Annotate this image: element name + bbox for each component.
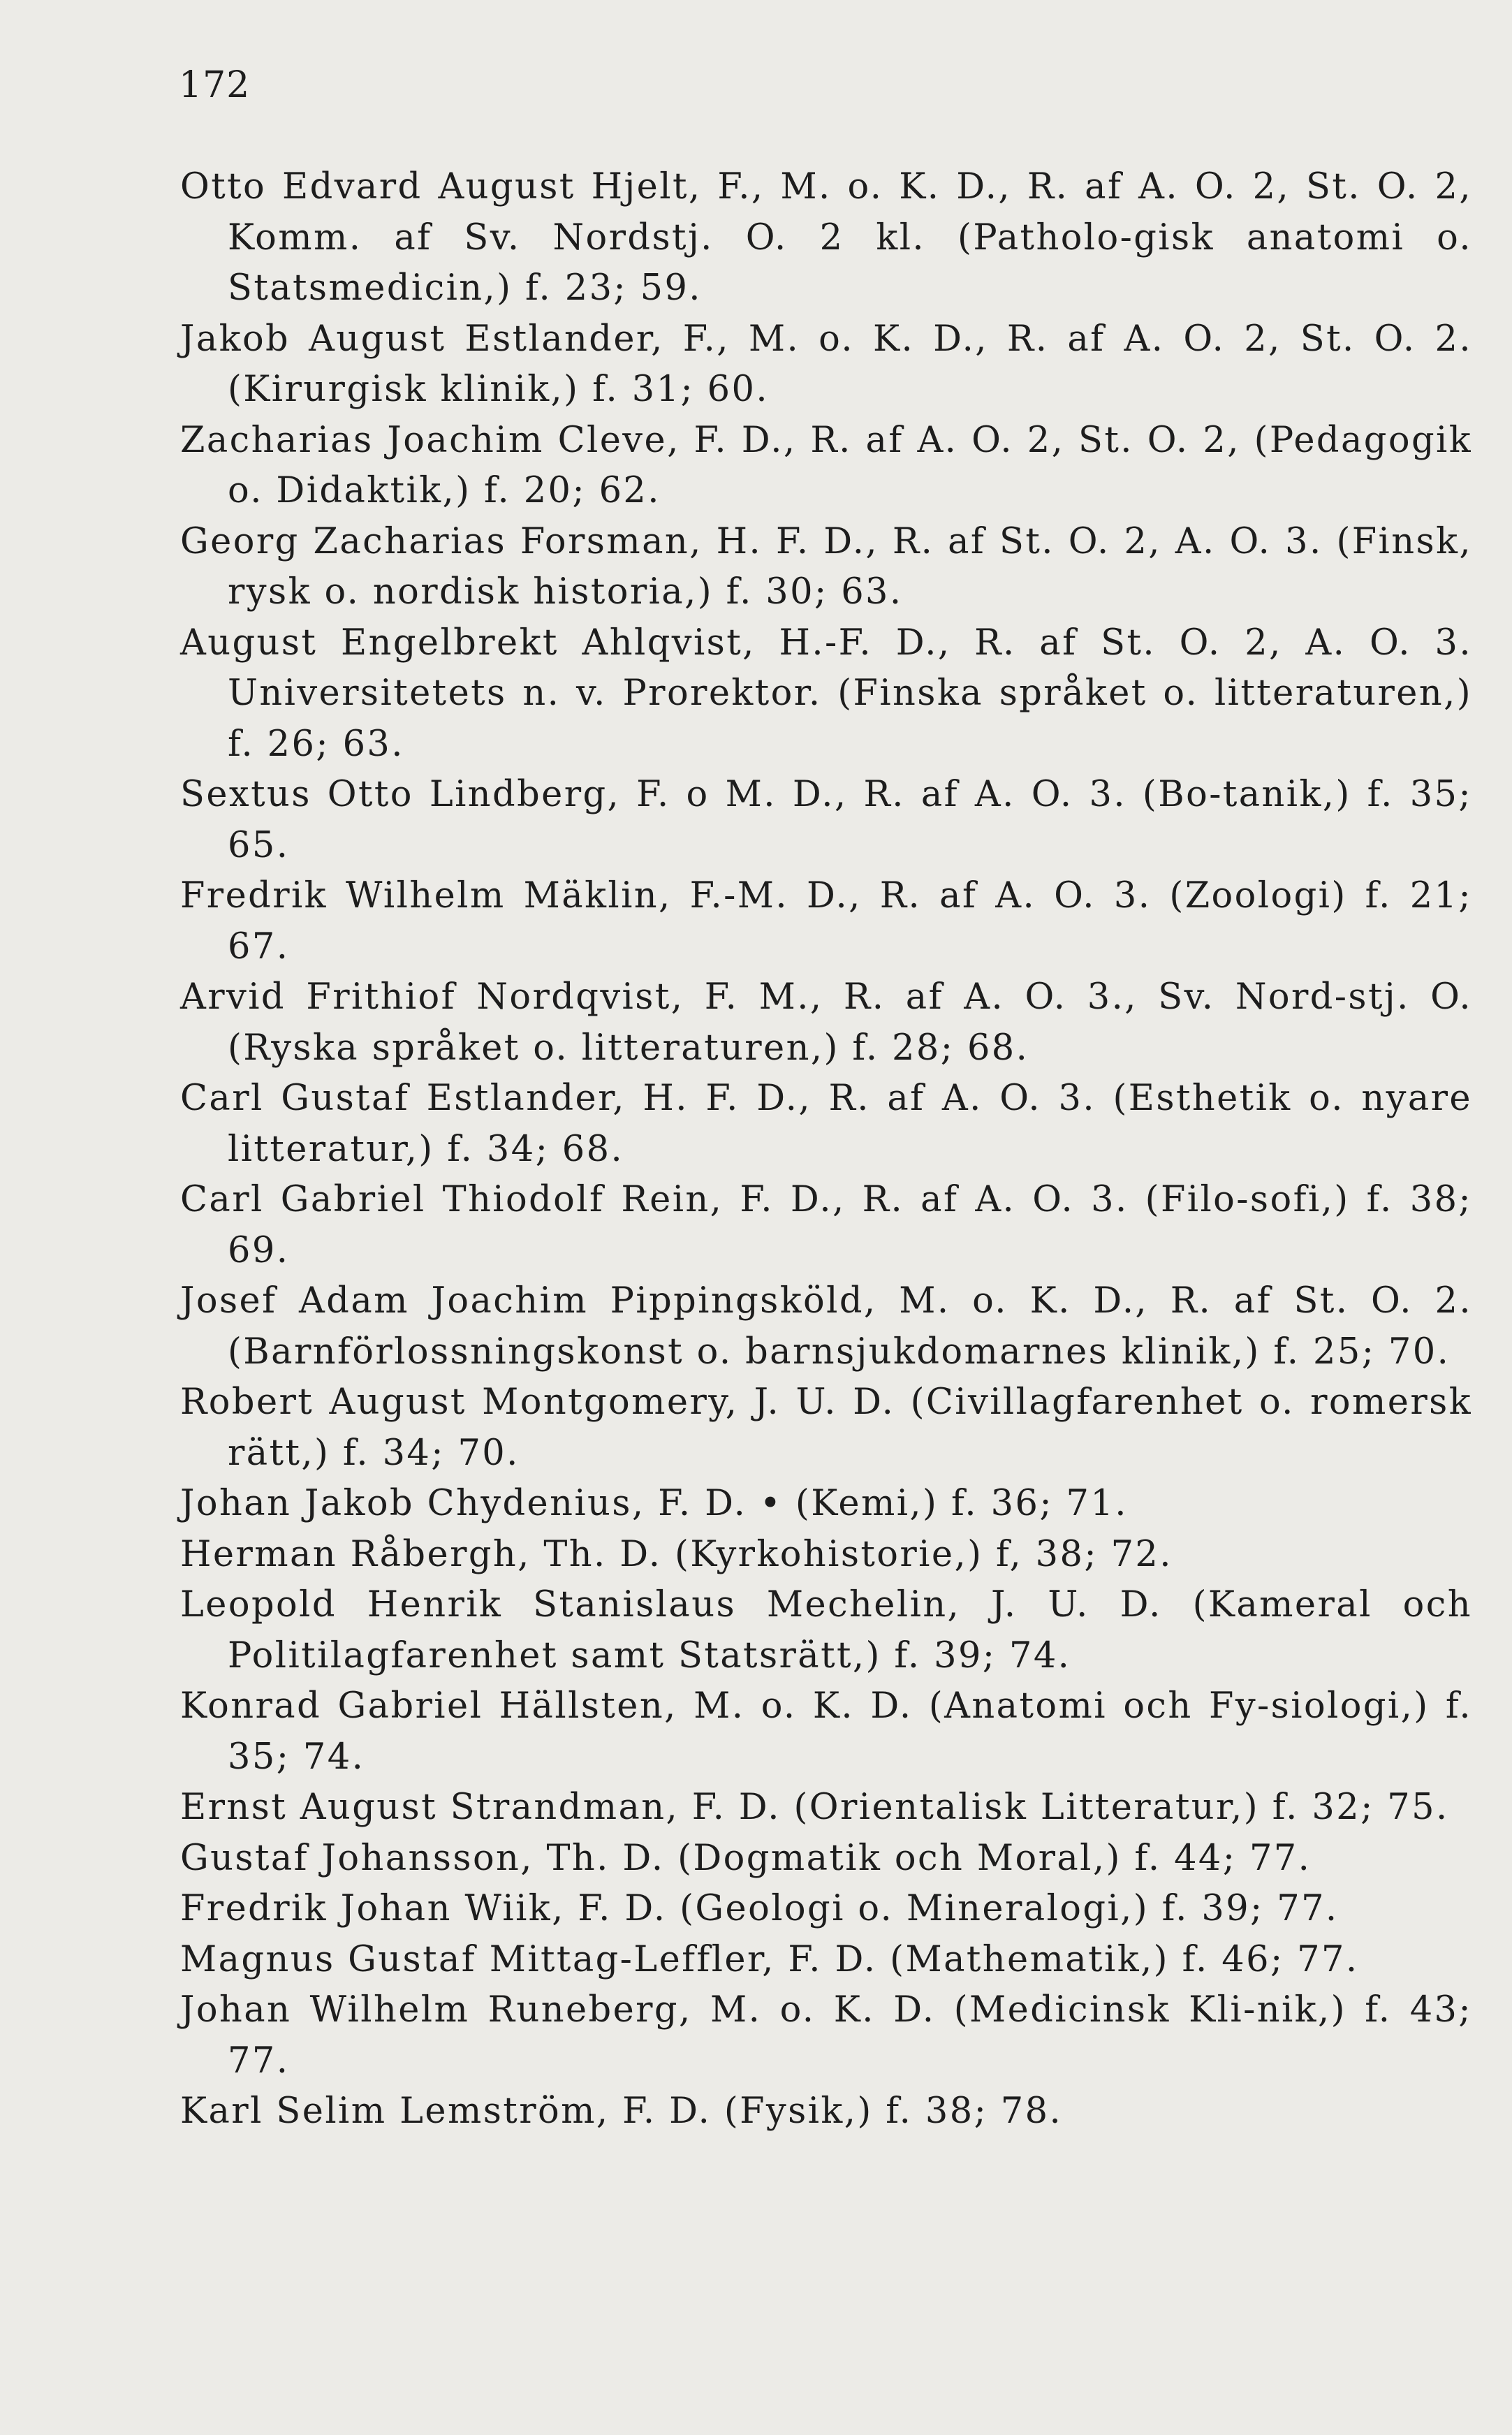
list-item: Gustaf Johansson, Th. D. (Dogmatik och Moral,) f. 44; 77. bbox=[180, 1837, 1312, 1879]
list-item: Johan Jakob Chydenius, F. D. • (Kemi,) f. 36; 71. bbox=[180, 1483, 1128, 1524]
list-item: Zacharias Joachim Cleve, F. D., R. af A. O. 2, St. O. 2, (Pedagogik o. Didaktik,) f. 20; 62. bbox=[180, 419, 1472, 511]
page-number: 172 bbox=[179, 64, 251, 106]
list-item: Ernst August Strandman, F. D. (Orientalisk Litteratur,) f. 32; 75. bbox=[180, 1787, 1449, 1828]
list-item: Konrad Gabriel Hällsten, M. o. K. D. (Anatomi och Fy-siologi,) f. 35; 74. bbox=[180, 1686, 1472, 1778]
list-item: Fredrik Wilhelm Mäklin, F.-M. D., R. af A. O. 3. (Zoologi) f. 21; 67. bbox=[180, 875, 1472, 967]
list-item: Robert August Montgomery, J. U. D. (Civillagfarenhet o. romersk rätt,) f. 34; 70. bbox=[180, 1382, 1472, 1474]
list-item: Carl Gustaf Estlander, H. F. D., R. af A. O. 3. (Esthetik o. nyare litteratur,) f. 34; 68. bbox=[180, 1078, 1472, 1170]
list-item: Karl Selim Lemström, F. D. (Fysik,) f. 38; 78. bbox=[180, 2091, 1063, 2132]
list-item: Otto Edvard August Hjelt, F., M. o. K. D., R. af A. O. 2, St. O. 2, Komm. af Sv. Nordstj. O. 2 kl. (Patholo-gisk anatomi o. Statsmedicin,) f. 23; 59. bbox=[180, 166, 1472, 309]
list-item: Georg Zacharias Forsman, H. F. D., R. af St. O. 2, A. O. 3. (Finsk, rysk o. nordisk historia,) f. 30; 63. bbox=[180, 520, 1472, 613]
list-item: Arvid Frithiof Nordqvist, F. M., R. af A. O. 3., Sv. Nord-stj. O. (Ryska språket o. litteraturen,) f. 28; 68. bbox=[180, 977, 1472, 1069]
list-item: Jakob August Estlander, F., M. o. K. D., R. af A. O. 2, St. O. 2. (Kirurgisk klinik,) f. 31; 60. bbox=[180, 318, 1472, 410]
list-item: Sextus Otto Lindberg, F. o M. D., R. af A. O. 3. (Bo-tanik,) f. 35; 65. bbox=[180, 774, 1472, 866]
list-item: Leopold Henrik Stanislaus Mechelin, J. U. D. (Kameral och Politilagfarenhet samt Statsrätt,) f. 39; 74. bbox=[180, 1584, 1472, 1676]
list-item: Fredrik Johan Wiik, F. D. (Geologi o. Mineralogi,) f. 39; 77. bbox=[180, 1888, 1339, 1929]
list-item: August Engelbrekt Ahlqvist, H.-F. D., R. af St. O. 2, A. O. 3. Universitetets n. v. Prorektor. (Finska språket o. litteraturen,) f. 26; 63. bbox=[180, 622, 1472, 765]
list-item: Herman Råbergh, Th. D. (Kyrkohistorie,) f, 38; 72. bbox=[180, 1533, 1173, 1575]
list-item: Magnus Gustaf Mittag-Leffler, F. D. (Mathematik,) f. 46; 77. bbox=[180, 1938, 1359, 1980]
list-item: Carl Gabriel Thiodolf Rein, F. D., R. af A. O. 3. (Filo-sofi,) f. 38; 69. bbox=[180, 1179, 1472, 1271]
professor-list bbox=[180, 162, 1472, 2137]
list-item: Johan Wilhelm Runeberg, M. o. K. D. (Medicinsk Kli-nik,) f. 43; 77. bbox=[180, 1989, 1472, 2082]
list-item: Josef Adam Joachim Pippingsköld, M. o. K. D., R. af St. O. 2. (Barnförlossningskonst o. barnsjukdomarnes klinik,) f. 25; 70. bbox=[180, 1280, 1472, 1373]
